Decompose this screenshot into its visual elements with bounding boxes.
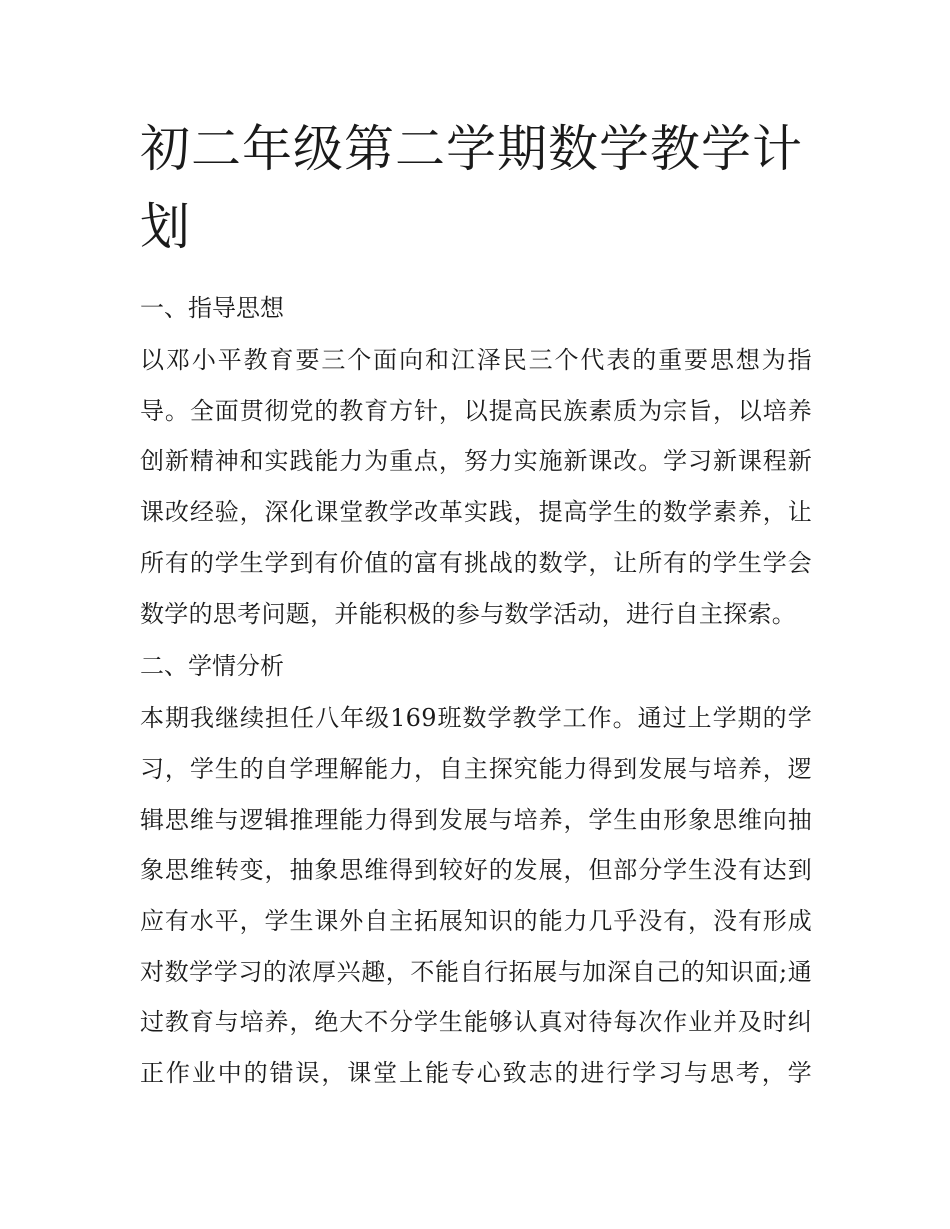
section-body-student-analysis: 本期我继续担任八年级169班数学教学工作。通过上学期的学习，学生的自学理解能力，自主探究能力得到发展与培养，逻辑思维与逻辑推理能力得到发展与培养，学生由形象思维向抽象思维转变，抽象思维得到较好的发展，但部分学生没有达到应有水平，学生课外自主拓展知识的能力几乎没有，没有形成对数学学习的浓厚兴趣，不能自行拓展与加深自己的知识面;通过教育与培养，绝大不分学生能够认真对待每次作业并及时纠正作业中的错误，课堂上能专心致志的进行学习与思考，学: [140, 704, 812, 1088]
document-content: [140, 110, 812, 1099]
section-heading-student-analysis: 二、学情分析: [140, 652, 284, 681]
document-title: 初二年级第二学期数学教学计划: [140, 120, 803, 256]
section-heading-guiding-ideology: 一、指导思想: [140, 294, 284, 322]
section-body-guiding-ideology: 以邓小平教育要三个面向和江泽民三个代表的重要思想为指导。全面贯彻党的教育方针，以提高民族素质为宗旨，以培养创新精神和实践能力为重点，努力实施新课改。学习新课程新课改经验，深化课堂教学改革实践，提高学生的数学素养，让所有的学生学到有价值的富有挑战的数学，让所有的学生学会数学的思考问题，并能积极的参与数学活动，进行自主探索。: [140, 346, 812, 628]
